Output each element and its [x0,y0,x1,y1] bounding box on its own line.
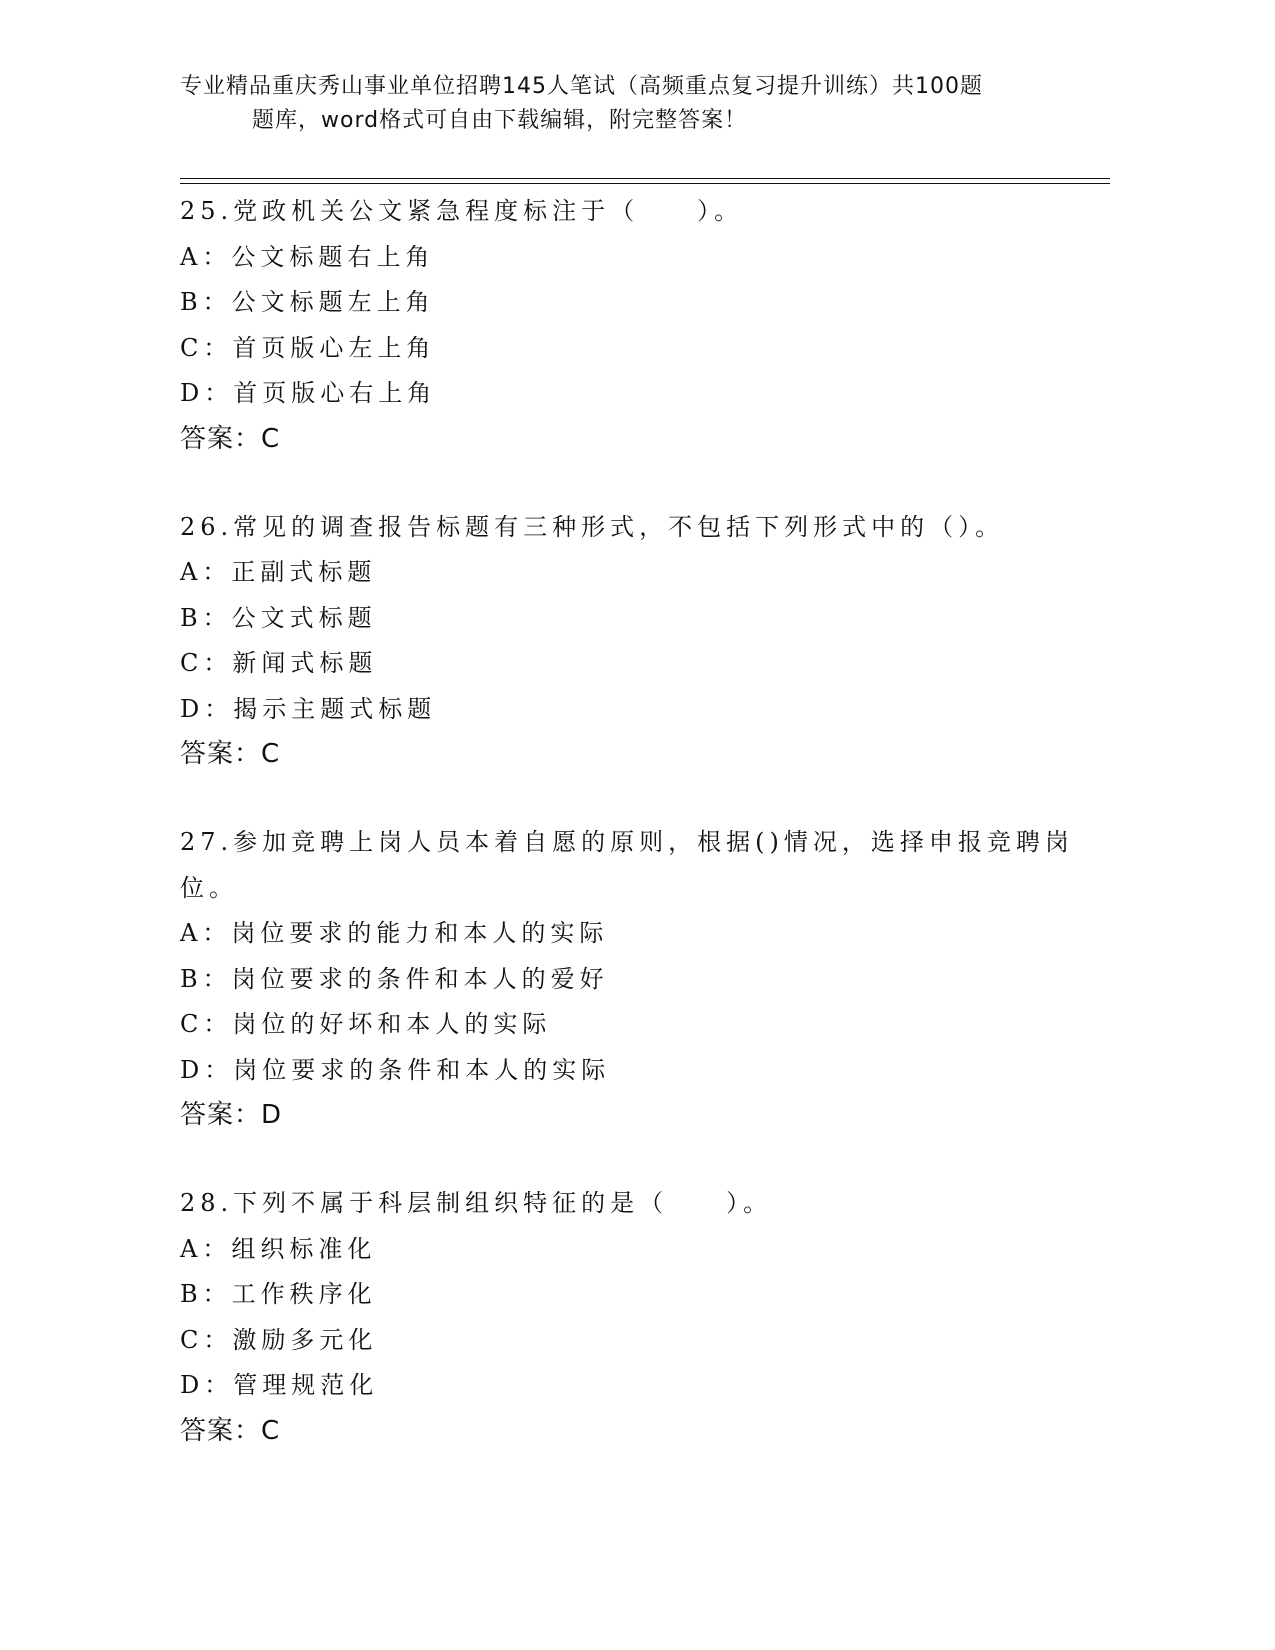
option-d: D：首页版心右上角 [180,379,437,407]
question-stem: 27.参加竞聘上岗人员本着自愿的原则，根据()情况，选择申报竞聘岗位。 [180,828,1074,902]
question-list [180,189,1080,1497]
question-stem: 28.下列不属于科层制组织特征的是（ ）。 [180,1189,773,1217]
option-b: B：公文标题左上角 [180,288,435,316]
option-d: D：岗位要求的条件和本人的实际 [180,1055,611,1084]
answer-line: 答案：C [180,423,281,454]
header-divider-bottom [180,183,1110,184]
question-26 [180,505,1080,778]
question-stem: 26.常见的调查报告标题有三种形式，不包括下列形式中的（）。 [180,512,1005,541]
option-a: A：正副式标题 [180,558,377,586]
answer-line: 答案：C [180,1415,281,1446]
question-28 [180,1181,1080,1454]
option-b: B：工作秩序化 [180,1280,377,1308]
option-c: C：激励多元化 [180,1325,378,1354]
option-c: C：首页版心左上角 [180,333,436,362]
question-25 [180,189,1080,462]
answer-line: 答案：C [180,739,281,769]
option-a: A：组织标准化 [180,1234,377,1263]
question-stem: 25.党政机关公文紧急程度标注于（ ）。 [180,197,744,225]
option-d: D：管理规范化 [180,1371,379,1399]
answer-line: 答案：D [180,1100,283,1130]
option-a: A：公文标题右上角 [180,242,435,271]
document-header [180,70,1080,138]
option-d: D：揭示主题式标题 [180,694,437,723]
header-divider-top [180,178,1110,179]
question-27 [180,820,1080,1138]
option-b: B：岗位要求的条件和本人的爱好 [180,964,609,993]
option-c: C：岗位的好坏和本人的实际 [180,1010,552,1038]
header-title-line-2: 题库，word格式可自由下载编辑，附完整答案！ [252,108,748,133]
header-title-line-1: 专业精品重庆秀山事业单位招聘145人笔试（高频重点复习提升训练）共100题 [180,74,983,99]
option-b: B：公文式标题 [180,603,377,632]
option-a: A：岗位要求的能力和本人的实际 [180,919,609,947]
option-c: C：新闻式标题 [180,649,378,677]
